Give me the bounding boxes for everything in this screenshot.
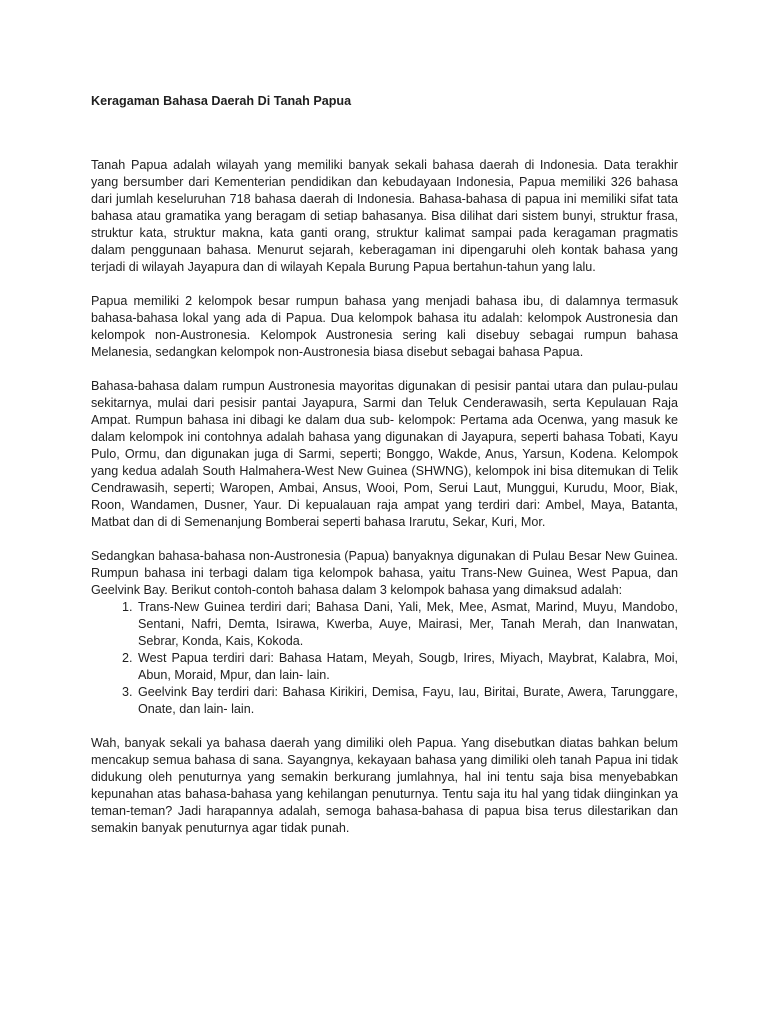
language-group-list bbox=[91, 599, 678, 718]
paragraph-language-groups: Papua memiliki 2 kelompok besar rumpun bahasa yang menjadi bahasa ibu, di dalamnya termasuk bahasa-bahasa lokal yang ada di Papua. Dua kelompok bahasa itu adalah: kelompok Austronesia dan kelompok non-Austronesia. Kelompok Austronesia sering kali disebuy sebagai rumpun bahasa Melanesia, sedangkan kelompok non-Austronesia biasa disebut sebagai bahasa Papua. bbox=[91, 294, 678, 359]
paragraph-intro: Tanah Papua adalah wilayah yang memiliki banyak sekali bahasa daerah di Indonesia. Data terakhir yang bersumber dari Kementerian pendidikan dan kebudayaan Indonesia, Papua memiliki 326 bahasa dari jumlah keseluruhan 718 bahasa daerah di Indonesia. Bahasa-bahasa di papua ini memiliki sifat tata bahasa atau gramatika yang beragam di setiap bahasanya. Bisa dilihat dari sistem bunyi, struktur frasa, struktur kata, struktur makna, kata ganti orang, struktur kalimat sampai pada keragaman pragmatis dalam penggunaan bahasa. Menurut sejarah, keberagaman ini dipengaruhi oleh kontak bahasa yang terjadi di wilayah Jayapura dan di wilayah Kepala Burung Papua bertahun-tahun yang lalu. bbox=[91, 158, 678, 274]
paragraph-non-austronesian: Sedangkan bahasa-bahasa non-Austronesia (Papua) banyaknya digunakan di Pulau Besar New Guinea. Rumpun bahasa ini terbagi dalam tiga kelompok bahasa, yaitu Trans-New Guinea, West Papua, dan Geelvink Bay. Berikut contoh-contoh bahasa dalam 3 kelompok bahasa yang dimaksud adalah: bbox=[91, 549, 678, 597]
paragraph-austronesian: Bahasa-bahasa dalam rumpun Austronesia mayoritas digunakan di pesisir pantai utara dan pulau-pulau sekitarnya, mulai dari pesisir pantai Jayapura, Sarmi dan Teluk Cenderawasih, serta Kepulauan Raja Ampat. Rumpun bahasa ini dibagi ke dalam dua sub- kelompok: Pertama ada Ocenwa, yang masuk ke dalam kelompok ini contohnya adalah bahasa yang digunakan di Jayapura, seperti bahasa Tobati, Kayu Pulo, Ormu, dan digunakan juga di Sarmi, seperti; Bonggo, Wakde, Anus, Yarsun, Kodena. Kelompok yang kedua adalah South Halmahera-West New Guinea (SHWNG), kelompok ini bisa ditemukan di Telik Cendrawasih, seperti; Waropen, Ambai, Ansus, Wooi, Pom, Serui Laut, Munggui, Kurudu, Moor, Biak, Roon, Wandamen, Dusner, Yaur. Di kepualauan raja ampat yang terdiri dari: Ambel, Maya, Batanta, Matbat dan di di Semenanjung Bomberai seperti bahasa Irarutu, Sekar, Kuri, Mor. bbox=[91, 379, 678, 529]
list-item: 2. West Papua terdiri dari: Bahasa Hatam, Meyah, Sougb, Irires, Miyach, Maybrat, Kalabra, Moi, Abun, Moraid, Mpur, dan lain- lain. bbox=[136, 650, 678, 684]
list-item: 1. Trans-New Guinea terdiri dari; Bahasa Dani, Yali, Mek, Mee, Asmat, Marind, Muyu, Mandobo, Sentani, Nafri, Demta, Isirawa, Kwerba, Auye, Mairasi, Mer, Tanah Merah, dan Inanwatan, Sebrar, Konda, Kais, Kokoda. bbox=[136, 599, 678, 650]
paragraph-closing: Wah, banyak sekali ya bahasa daerah yang dimiliki oleh Papua. Yang disebutkan diatas bahkan belum mencakup semua bahasa di sana. Sayangnya, kekayaan bahasa yang dimiliki oleh tanah Papua ini tidak didukung oleh penuturnya yang semakin berkurang jumlahnya, hal ini tentu saja bisa menyebabkan kepunahan atas bahasa-bahasa yang kehilangan penuturnya. Tentu saja itu hal yang tidak diinginkan ya teman-teman? Jadi harapannya adalah, semoga bahasa-bahasa di papua bisa terus dilestarikan dan semakin banyak penuturnya agar tidak punah. bbox=[91, 736, 678, 835]
list-item: 3. Geelvink Bay terdiri dari: Bahasa Kirikiri, Demisa, Fayu, Iau, Biritai, Burate, Awera, Tarunggare, Onate, dan lain- lain. bbox=[136, 684, 678, 718]
document-title: Keragaman Bahasa Daerah Di Tanah Papua bbox=[91, 94, 352, 108]
